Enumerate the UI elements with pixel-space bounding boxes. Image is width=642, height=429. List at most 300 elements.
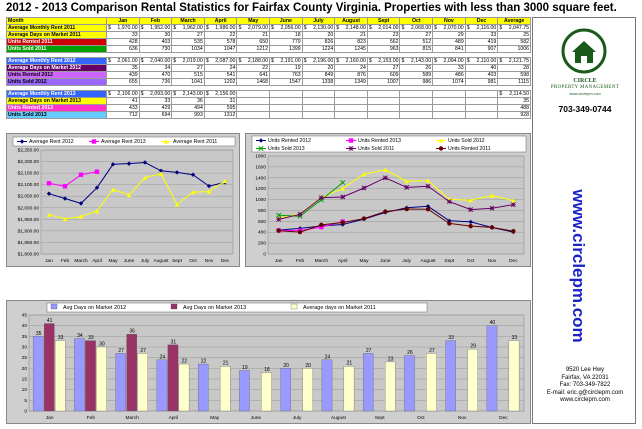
table-cell — [270, 112, 303, 119]
x-tick-label: July — [292, 416, 302, 421]
table-cell — [433, 112, 466, 119]
data-label: 22 — [181, 358, 188, 365]
table-cell — [400, 58, 433, 65]
data-label: 27 — [429, 347, 435, 354]
legend-label: Avg Days on Market 2013 — [183, 305, 247, 311]
data-point — [362, 186, 366, 190]
bar — [44, 324, 54, 411]
y-tick-label: $2,200.00 — [17, 160, 39, 166]
bar — [85, 341, 95, 411]
data-point — [511, 229, 515, 233]
data-label: 31 — [170, 339, 177, 346]
data-point — [340, 195, 344, 199]
table-cell: 1202 — [204, 79, 237, 86]
table-cell: 815 — [400, 46, 433, 53]
month-header-cell: Dec — [465, 18, 498, 25]
table-cell — [335, 112, 368, 119]
data-point — [340, 220, 344, 224]
row-label: Units Rented 2011 — [7, 39, 107, 46]
circle-logo-icon — [561, 28, 607, 74]
table-cell — [172, 58, 205, 65]
table-cell — [270, 98, 303, 105]
x-tick-label: July — [402, 259, 411, 264]
row-label: Average Days on Market 2013 — [7, 98, 107, 105]
table-cell: 535 — [172, 39, 205, 46]
cell-value: 2,148.00 — [345, 25, 366, 31]
table-cell: 27 — [172, 65, 205, 72]
table-cell — [465, 91, 498, 98]
currency-symbol: $ — [401, 58, 405, 64]
table-cell — [237, 98, 270, 105]
table-cell: 1007 — [367, 79, 400, 86]
currency-symbol: $ — [271, 58, 274, 64]
table-row — [7, 91, 531, 98]
data-label: 29 — [470, 343, 476, 350]
x-tick-label: Nov — [204, 259, 214, 264]
table-cell: 419 — [465, 39, 498, 46]
cell-value: 2,106.00 — [117, 91, 138, 97]
company-sidebar — [532, 17, 636, 424]
company-name: CIRCLE — [573, 78, 597, 84]
table-cell: 1041 — [172, 79, 205, 86]
table-row — [7, 112, 531, 119]
x-tick-label: March — [74, 259, 88, 264]
table-cell: 650 — [237, 39, 270, 46]
data-point — [95, 170, 99, 174]
bar — [426, 353, 436, 411]
currency-symbol: $ — [303, 25, 307, 31]
table-cell: 33 — [139, 98, 172, 105]
table-cell: 494 — [172, 105, 205, 112]
row-average: 598 — [498, 72, 531, 79]
fax-line: Fax: 703-349-7822 — [559, 382, 611, 389]
month-header-cell: Sept — [367, 18, 400, 25]
website-link[interactable]: www.circlepm.com — [569, 189, 588, 343]
table-cell — [335, 91, 368, 98]
x-tick-label: Oct — [417, 416, 425, 421]
table-cell: 730 — [139, 46, 172, 53]
table-cell: 823 — [335, 39, 368, 46]
legend-label: Units Sold 2011 — [358, 146, 395, 152]
data-point — [511, 202, 515, 206]
row-average: 928 — [498, 112, 531, 119]
legend-marker — [439, 146, 443, 150]
table-cell: 29 — [433, 32, 466, 39]
data-point — [447, 199, 451, 203]
bar — [179, 364, 189, 411]
currency-symbol: $ — [140, 58, 144, 64]
x-tick-label: Feb — [86, 416, 96, 421]
table-cell — [237, 58, 270, 65]
table-cell — [172, 25, 205, 32]
data-label: 23 — [387, 356, 394, 363]
row-label: Average Days on Market 2011 — [7, 32, 107, 39]
row-label: Units Sold 2011 — [7, 46, 107, 53]
stats-table — [6, 17, 531, 119]
legend-swatch — [291, 304, 297, 309]
table-cell: 40 — [465, 65, 498, 72]
table-cell: 27 — [367, 65, 400, 72]
x-tick-label: Sept — [374, 416, 385, 421]
table-cell: 1224 — [302, 46, 335, 53]
cell-value: 2,153.00 — [378, 58, 399, 64]
month-header-cell: Nov — [433, 18, 466, 25]
table-cell — [465, 58, 498, 65]
cell-value: 2,061.00 — [117, 58, 138, 64]
y-tick-label: 0 — [263, 252, 266, 258]
cell-value: 2,068.00 — [410, 25, 432, 31]
x-tick-label: June — [250, 416, 262, 421]
table-row — [7, 32, 531, 39]
x-tick-label: May — [359, 259, 369, 264]
month-header: Month — [7, 18, 107, 25]
table-cell — [270, 25, 303, 32]
y-tick-label: 0 — [24, 409, 27, 415]
table-cell — [400, 112, 433, 119]
currency-symbol: $ — [499, 25, 503, 31]
data-point — [426, 184, 430, 188]
table-cell — [367, 112, 400, 119]
table-cell — [237, 112, 270, 119]
table-cell: 20 — [302, 32, 335, 39]
table-cell — [237, 105, 270, 112]
table-cell: 433 — [107, 105, 140, 112]
y-tick-label: $2,100.00 — [17, 183, 39, 189]
table-cell — [433, 98, 466, 105]
table-row — [7, 39, 531, 46]
legend-label: Units Sold 2012 — [448, 138, 485, 144]
web-line[interactable]: www.circlepm.com — [560, 397, 610, 404]
data-label: 41 — [46, 318, 53, 325]
legend-label: Average Rent 2011 — [173, 139, 218, 145]
legend-label: Units Rented 2012 — [268, 138, 311, 144]
table-cell — [433, 25, 466, 32]
month-header-cell: Feb — [139, 18, 172, 25]
month-header-cell: May — [237, 18, 270, 25]
x-tick-label: Jan — [45, 416, 54, 421]
table-row — [7, 98, 531, 105]
currency-symbol: $ — [205, 91, 209, 97]
currency-symbol: $ — [466, 58, 470, 64]
table-cell: 33 — [465, 32, 498, 39]
table-cell: 826 — [302, 39, 335, 46]
table-cell: 712 — [107, 112, 140, 119]
table-cell: 609 — [367, 72, 400, 79]
bar — [404, 356, 414, 411]
currency-symbol: $ — [238, 25, 242, 31]
legend-label: Units Rented 2011 — [448, 146, 491, 152]
cell-value: 2,079.00 — [247, 25, 269, 31]
table-cell: 429 — [139, 105, 172, 112]
table-cell — [302, 25, 335, 32]
table-cell — [204, 58, 237, 65]
cell-value: 2,121.75 — [508, 58, 529, 64]
data-label: 20 — [305, 362, 311, 369]
x-tick-label: April — [168, 416, 179, 421]
table-cell: 33 — [107, 32, 140, 39]
cell-value: 2,087.00 — [215, 58, 236, 64]
table-cell — [400, 91, 433, 98]
table-cell: 428 — [107, 39, 140, 46]
y-tick-label: $1,850.00 — [17, 240, 39, 246]
data-label: 24 — [324, 354, 331, 361]
currency-symbol: $ — [173, 91, 177, 97]
legend — [47, 303, 427, 312]
table-cell: 34 — [139, 65, 172, 72]
bar — [322, 360, 332, 411]
cell-value: 2,094.00 — [443, 58, 464, 64]
table-cell — [465, 105, 498, 112]
dom-chart-frame — [6, 300, 531, 424]
y-tick-label: 35 — [21, 334, 27, 340]
data-point — [383, 176, 387, 180]
x-tick-label: Dec — [499, 416, 508, 421]
data-label: 27 — [140, 347, 146, 354]
cell-value: 2,110.00 — [476, 58, 497, 64]
table-cell — [465, 25, 498, 32]
x-tick-label: June — [123, 259, 135, 264]
currency-symbol: $ — [499, 58, 503, 64]
table-cell: 23 — [367, 32, 400, 39]
currency-symbol: $ — [108, 58, 111, 64]
data-point — [426, 207, 430, 211]
table-row — [7, 25, 531, 32]
table-cell: 578 — [204, 39, 237, 46]
table-cell: 1468 — [237, 79, 270, 86]
row-average — [498, 25, 531, 32]
cell-value: 2,160.00 — [345, 58, 366, 64]
y-tick-label: 1800 — [255, 154, 266, 160]
table-cell — [367, 58, 400, 65]
bar — [157, 360, 167, 411]
month-header-cell: August — [335, 18, 368, 25]
y-tick-label: 600 — [257, 219, 266, 225]
table-header-row — [7, 18, 531, 25]
table-cell — [107, 91, 140, 98]
data-point — [276, 217, 280, 221]
x-tick-label: Feb — [60, 259, 70, 264]
table-cell — [270, 105, 303, 112]
table-cell: 641 — [237, 72, 270, 79]
data-label: 27 — [118, 347, 124, 354]
table-cell: 993 — [172, 112, 205, 119]
table-cell: 21 — [237, 32, 270, 39]
table-cell — [302, 58, 335, 65]
bar — [33, 336, 43, 411]
x-tick-label: June — [380, 259, 391, 264]
table-cell — [367, 91, 400, 98]
x-tick-label: Dec — [220, 259, 230, 264]
table-cell — [107, 25, 140, 32]
table-cell: 1312 — [204, 112, 237, 119]
table-cell — [270, 58, 303, 65]
legend-label: Average Rent 2012 — [29, 139, 74, 145]
row-label: Units Sold 2013 — [7, 112, 107, 119]
table-row — [7, 72, 531, 79]
cell-value: 2,014.00 — [378, 25, 399, 31]
legend-marker — [92, 139, 96, 143]
bar — [303, 368, 313, 411]
data-point — [404, 185, 408, 189]
currency-symbol: $ — [108, 25, 111, 31]
rent-chart-frame — [6, 133, 240, 267]
data-label: 33 — [57, 335, 64, 342]
data-point — [447, 221, 451, 225]
row-label: Units Rented 2013 — [7, 105, 107, 112]
x-tick-label: July — [140, 259, 150, 264]
bar — [468, 349, 478, 411]
table-cell — [204, 91, 237, 98]
x-tick-label: Sept — [172, 259, 182, 264]
table-cell: 963 — [367, 46, 400, 53]
row-average: 28 — [498, 65, 531, 72]
table-cell: 562 — [367, 39, 400, 46]
y-tick-label: 400 — [257, 230, 266, 236]
table-cell: 512 — [400, 39, 433, 46]
table-cell — [204, 25, 237, 32]
table-cell — [335, 98, 368, 105]
email-line[interactable]: E-mail: eric.g@circlepm.com — [546, 389, 624, 396]
x-tick-label: May — [108, 259, 118, 264]
data-label: 24 — [159, 354, 166, 361]
row-average — [498, 91, 531, 98]
table-cell: 486 — [433, 72, 466, 79]
table-cell: 1338 — [302, 79, 335, 86]
row-label: Units Sold 2012 — [7, 79, 107, 86]
data-point — [79, 173, 83, 177]
table-row — [7, 65, 531, 72]
table-cell — [335, 105, 368, 112]
legend-label: Average days on Market 2011 — [303, 305, 376, 311]
y-tick-label: 5 — [24, 398, 27, 404]
table-cell: 489 — [433, 39, 466, 46]
x-tick-label: April — [337, 259, 348, 264]
cell-value: 1,986.00 — [215, 25, 236, 31]
bar — [509, 341, 519, 411]
x-tick-label: August — [420, 259, 436, 264]
data-label: 35 — [35, 330, 42, 337]
data-point — [383, 209, 387, 213]
currency-symbol: $ — [466, 25, 470, 31]
data-label: 33 — [448, 335, 454, 342]
bar — [220, 366, 230, 411]
bar — [446, 341, 456, 411]
bar — [198, 364, 208, 411]
currency-symbol: $ — [238, 58, 242, 64]
cell-value: 2,156.00 — [215, 91, 236, 97]
bar — [55, 341, 65, 411]
bar — [168, 345, 178, 411]
cell-value: 1,970.00 — [117, 25, 138, 31]
x-tick-label: April — [92, 259, 102, 264]
table-cell: 541 — [204, 72, 237, 79]
data-point — [298, 212, 302, 216]
data-label: 19 — [242, 364, 248, 371]
cell-value: 2,093.00 — [150, 91, 171, 97]
bar — [74, 338, 84, 411]
table-cell: 763 — [270, 72, 303, 79]
data-point — [468, 207, 472, 211]
table-cell — [367, 105, 400, 112]
table-cell: 907 — [465, 46, 498, 53]
currency-symbol: $ — [368, 58, 372, 64]
currency-symbol: $ — [173, 25, 177, 31]
table-cell — [302, 98, 335, 105]
bar — [96, 347, 106, 411]
y-tick-label: 1000 — [255, 198, 266, 204]
units-chart-frame — [245, 133, 531, 267]
data-point — [47, 181, 51, 185]
row-label: Average Days on Market 2012 — [7, 65, 107, 72]
table-row — [7, 46, 531, 53]
table-cell: 1245 — [335, 46, 368, 53]
table-cell — [237, 25, 270, 32]
table-cell — [139, 58, 172, 65]
table-cell — [302, 105, 335, 112]
table-cell: 36 — [172, 98, 205, 105]
data-label: 36 — [129, 328, 135, 335]
currency-symbol: $ — [271, 25, 274, 31]
cell-value: 2,188.00 — [247, 58, 269, 64]
month-header-cell: Jan — [107, 18, 140, 25]
cell-value: 2,191.00 — [280, 58, 301, 64]
bar — [261, 373, 271, 411]
cell-value: 2,116.00 — [476, 25, 497, 31]
table-cell — [139, 91, 172, 98]
y-tick-label: 800 — [257, 208, 266, 214]
y-tick-label: $1,950.00 — [17, 217, 39, 223]
table-cell: 1349 — [335, 79, 368, 86]
data-label: 22 — [200, 358, 207, 365]
data-label: 27 — [365, 347, 372, 354]
table-cell: 1399 — [270, 46, 303, 53]
bar — [487, 326, 497, 411]
table-cell: 30 — [139, 32, 172, 39]
table-cell: 595 — [204, 105, 237, 112]
cell-value: 2,040.00 — [150, 58, 171, 64]
bar — [281, 368, 291, 411]
table-row — [7, 58, 531, 65]
cell-value: 2,130.00 — [313, 25, 334, 31]
y-tick-label: $1,900.00 — [17, 229, 39, 235]
currency-symbol: $ — [303, 58, 307, 64]
units-chart — [246, 134, 532, 268]
data-label: 33 — [88, 335, 94, 342]
address-block — [533, 367, 637, 405]
row-label: Units Rented 2012 — [7, 72, 107, 79]
legend — [13, 137, 235, 146]
plot-area — [41, 150, 233, 254]
y-tick-label: 1400 — [255, 176, 266, 182]
table-cell — [270, 91, 303, 98]
table-cell: 22 — [204, 32, 237, 39]
table-cell: 779 — [270, 39, 303, 46]
currency-symbol: $ — [173, 58, 177, 64]
cell-value: 2,196.00 — [313, 58, 334, 64]
table-cell: 403 — [465, 72, 498, 79]
currency-symbol: $ — [108, 91, 111, 97]
cell-value: 2,143.00 — [182, 91, 203, 97]
legend-swatch — [51, 304, 57, 309]
bar — [344, 366, 354, 411]
table-cell — [433, 58, 466, 65]
y-tick-label: 15 — [21, 377, 27, 383]
table-cell: 636 — [107, 46, 140, 53]
table-cell: 694 — [139, 112, 172, 119]
bar — [138, 353, 148, 411]
y-tick-label: 25 — [21, 356, 27, 362]
table-cell — [433, 105, 466, 112]
